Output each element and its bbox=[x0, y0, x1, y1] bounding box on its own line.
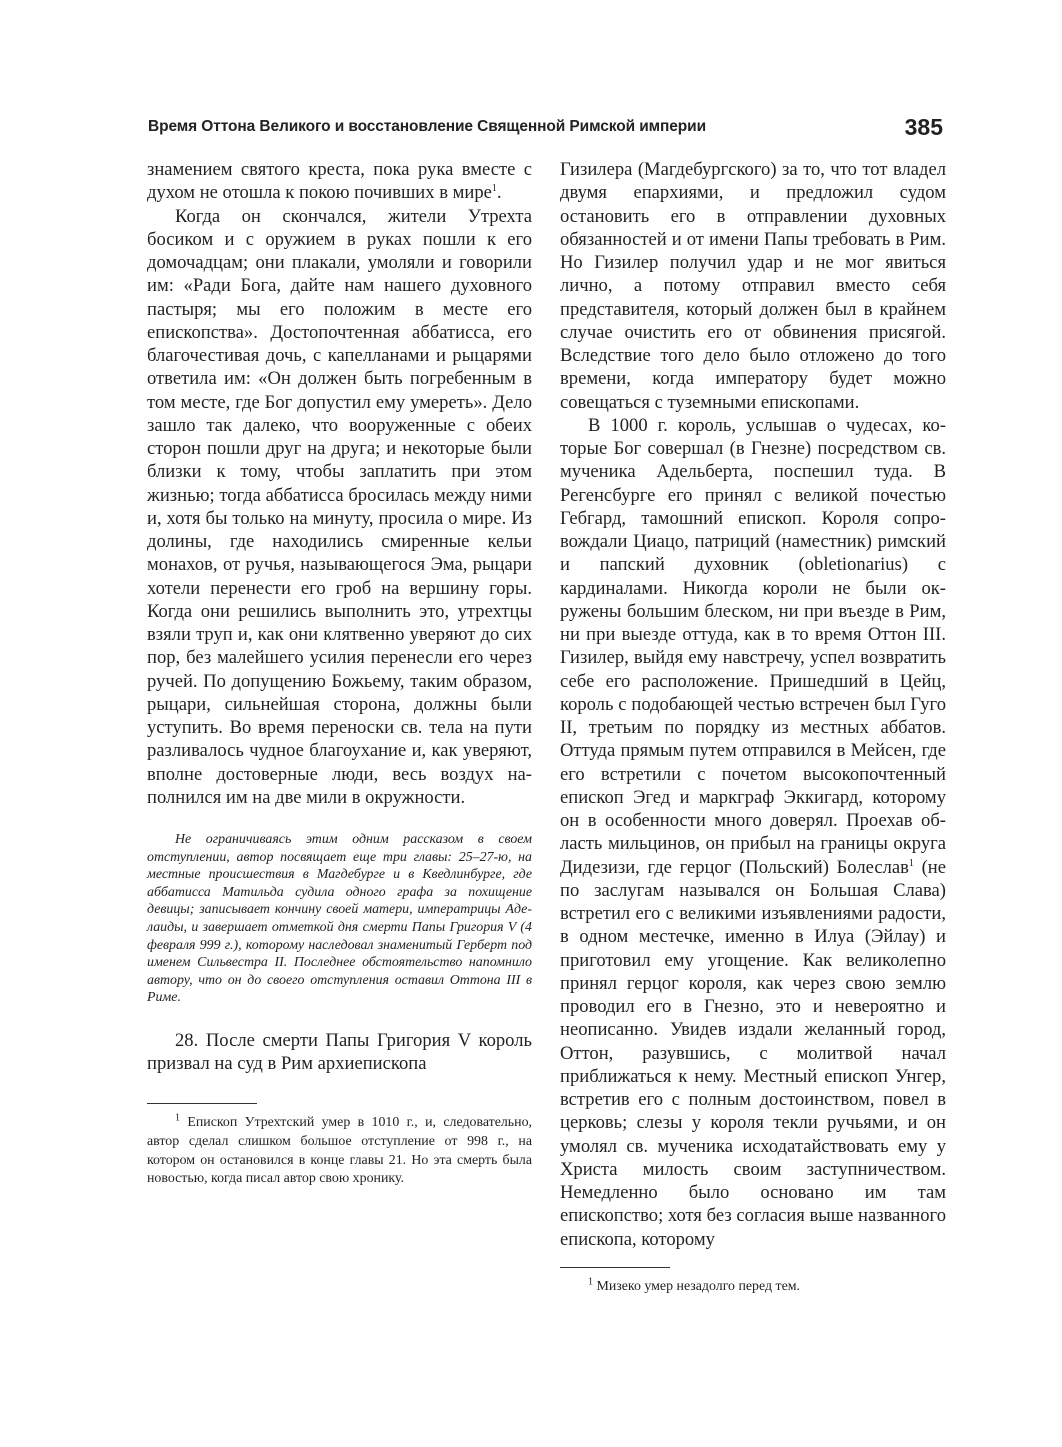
footnote-ref: 1 bbox=[491, 183, 497, 195]
footnote bbox=[560, 1278, 946, 1297]
paragraph-text: В 1000 г. король, услышав о чудесах, которые Бог совершал (в Гнезне) посредством св. мученика Адельберта, поспешил туда. В Регенсбурге его принял с великой почестью Гебгард, тамошний епископ. Короля сопровождали Циацо, патриций (наместник) римский и папский духовник (obletionarius) с кардиналами. Никогда короли не были окружены большим блеском, ни при въезде в Рим, ни при выезде оттуда, как в то время Оттон III. Гизилер, выйдя ему навстречу, успел возвратить себе его расположение. Пришедший в Цейц, король с подобающей честью встречен был Гуго II, третьим по порядку из местных аббатов. Оттуда прямым путем отправился в Мейсен, где его встретили с почетом высокопочтенный епископ Эгед и маркграф Эккигард, которому он в особенности много доверял. Проехав область мильцинов, он прибыл на границы округа Дидезизи, где герцог (Польский) Болеслав bbox=[560, 414, 946, 878]
right-column bbox=[560, 158, 946, 1296]
footnote-mark: 1 bbox=[588, 1276, 593, 1288]
paragraph bbox=[560, 414, 946, 1251]
footnote-mark: 1 bbox=[175, 1112, 180, 1124]
footnote-text: Мизеко умер незадолго перед тем. bbox=[593, 1278, 801, 1294]
left-column bbox=[147, 158, 532, 1189]
paragraph: Когда он скончался, жители Утрехта босиком и с оружием в руках пошли к его домочадцам; они плакали, умоляли и говорили им: «Ради Бога, дайте нам нашего духовного пастыря; мы его положим в месте его епископства». Достопочтенная аббатисса, его благочестивая дочь, с капелланами и рыцарями ответила им: «Он должен быть погребенным в том месте, где Бог допустил ему умереть». Дело зашло так далеко, что вооруженные с обеих сторон пошли друг на друга; и некоторые были близки к тому, чтобы заплатить при этом жизнью; тогда аббатисса бросилась между ними и, хотя бы только на минуту, просила о мире. Из долины, где находились смиренные кельи монахов, от ручья, называющегося Эма, рыцари хотели перенести его гроб на вершину горы. Когда они решились выполнить это, утрехтцы взяли труп и, как они клятвенно уверяют до сих пор, без малейшего усилия перенесли его через ручей. По допущению Божьему, таким образом, рыцари, сильнейшая сторона, должны были уступить. Во время переноски св. тела на пути разливалось чудное благоухание и, как уверяют, вполне достоверные люди, весь воздух наполнился им на две мили в окружности. bbox=[147, 205, 532, 808]
running-head bbox=[148, 114, 948, 150]
footnote-ref: 1 bbox=[908, 857, 914, 869]
footnote-text: Епископ Утрехтский умер в 1010 г., и, следовательно, автор сделал слишком большое отступление от 998 г., на котором он остановился в конце главы 21. Но эта смерть была новостью, когда писал автор свою хронику. bbox=[147, 1115, 532, 1187]
paragraph-text: . bbox=[496, 182, 502, 204]
paragraph-text: (не по заслугам назывался он Большая Слава) встретил его с великими изъявлениями радости, в одном местечке, именно в Илуа (Эйлау) и приготовил ему угощение. Как великолепно принял герцог короля, как через свою землю проводил его в Гнезно, это и невероятно и неописанно. Увидев издали желанный город, Оттон, разувшись, с молитвой начал приближаться к нему. Местный епископ Унгер, встретив его с полным достоинством, повел в церковь; слезы у короля текли ручьями, и он умолял св. мученика исходатайствовать ему у Христа милость своим заступничеством. Немедленно было основано им там епископство; хотя без согласия выше названного епископа, которому bbox=[560, 856, 946, 1250]
running-head-title: Время Оттона Великого и восстановление Священной Римской империи bbox=[148, 118, 707, 135]
page-number: 385 bbox=[904, 114, 943, 140]
footnote bbox=[147, 1114, 532, 1188]
paragraph: 28. После смерти Папы Григория V король призвал на суд в Рим архиепископа bbox=[147, 1029, 532, 1075]
paragraph: Гизилера (Магдебургского) за то, что тот владел двумя епархиями, и предложил судом остановить его в отправлении духовных обязанностей и от имени Папы требовать в Рим. Но Гизилер получил удар и не мог явиться лично, а потому отправил вместо себя представителя, который должен был в крайнем случае очистить его от обвинения присягой. Вследствие того дело было отложено до того времени, когда императору будет можно совещаться с туземными епископами. bbox=[560, 159, 946, 413]
editor-note: Не ограничиваясь этим одним рассказом в своем отступлении, автор посвящает еще три главы: 25–27-ю, на местные происшествия в Магдебурге и в Кведлинбурге, где аббатисса Матильда судила одного графа за похищение девицы; записывает кончину своей матери, императрицы Аделаиды, и завершает отметкой дня смерти Папы Григория V (4 февраля 999 г.), которому наследовал знаменитый Герберт под именем Сильвестра II. Последнее обстоятельство напомнило автору, что он до своего отступления оставил Оттона III в Риме. bbox=[147, 832, 532, 1006]
paragraph bbox=[147, 158, 532, 205]
paragraph-text: знамением святого креста, пока рука вместе с духом не отошла к покою почивших в мире bbox=[147, 159, 532, 204]
